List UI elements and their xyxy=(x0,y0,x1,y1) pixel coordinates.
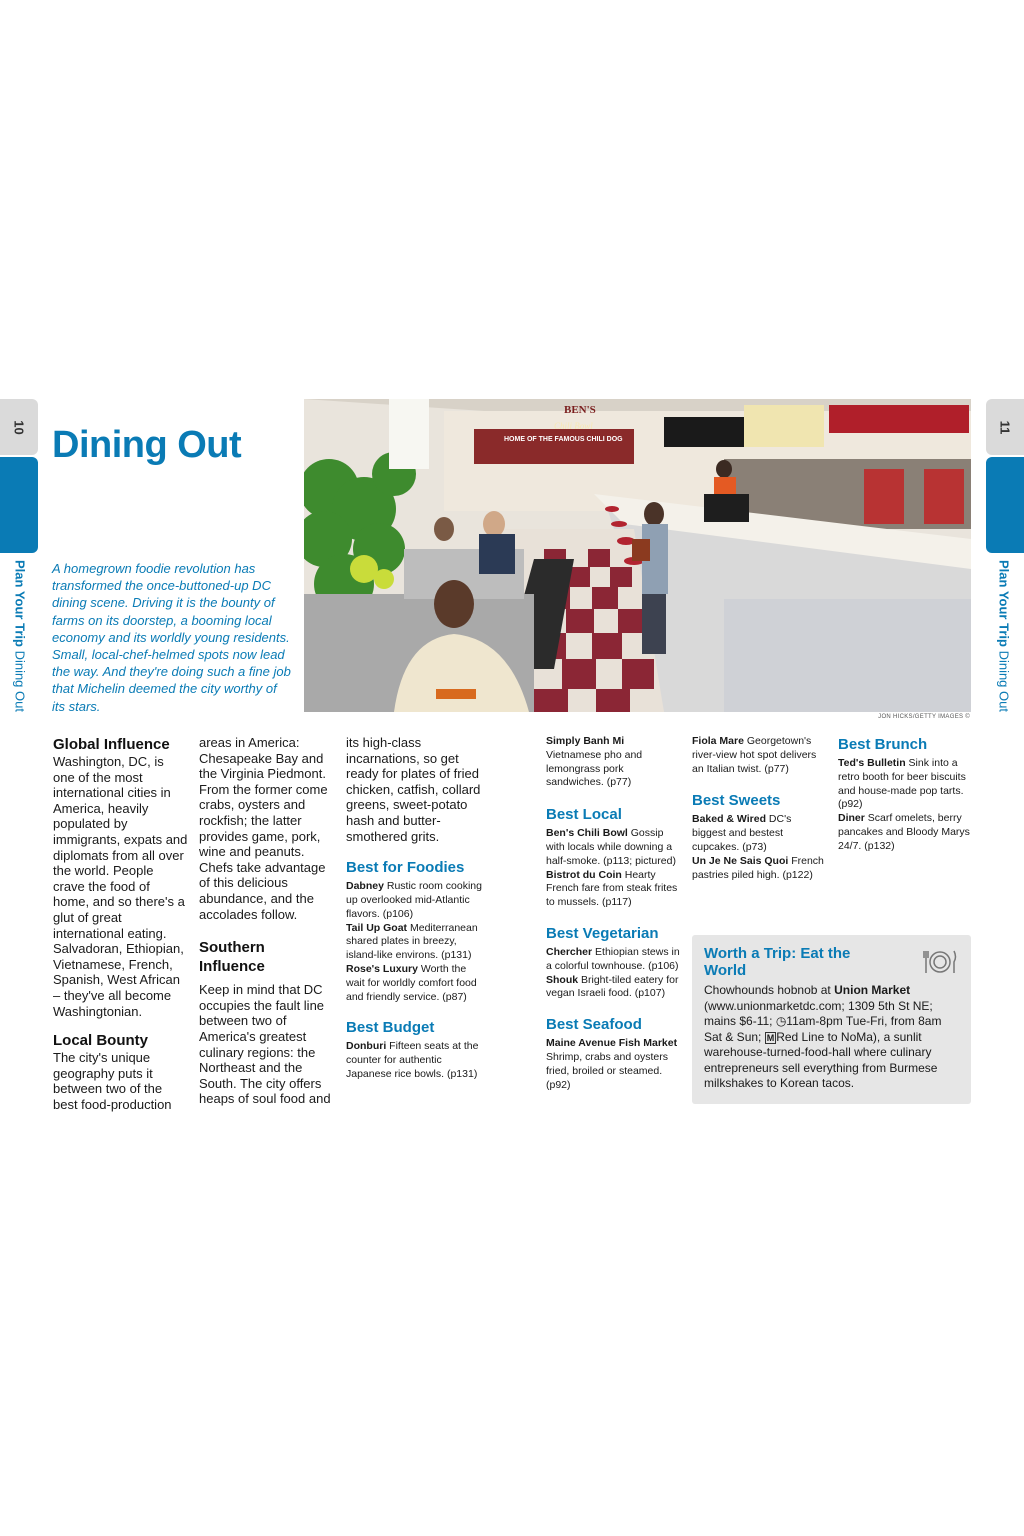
heading-southern-influence: Southern Influence xyxy=(199,939,265,976)
worth-a-trip-box xyxy=(692,935,971,1104)
heading-best-for-foodies: Best for Foodies xyxy=(346,859,465,877)
column-5 xyxy=(692,735,826,882)
photo-credit: JON HICKS/GETTY IMAGES © xyxy=(878,714,970,720)
page-number-left: 10 xyxy=(0,399,38,455)
intro-text: A homegrown foodie revolution has transformed the once-buttoned-up DC dining scene. Driving it is the bounty of farms on its doorstep, a booming local economy and its worldly young residents. Small, local-chef-helmed spots now lead the way. And they're doing such a fine job that Michelin deemed the city worthy of its stars. xyxy=(52,561,291,714)
column-1 xyxy=(53,735,188,1112)
list-item: Un Je Ne Sais Quoi French pastries piled high. (p122) xyxy=(692,854,824,881)
page-number-right: 11 xyxy=(986,399,1024,455)
list-item: Ben's Chili Bowl Gossip with locals while downing a half-smoke. (p113; pictured) xyxy=(546,827,676,867)
list-item: Fiola Mare Georgetown's river-view hot spot delivers an Italian twist. (p77) xyxy=(692,735,817,775)
side-label-left: Plan Your Trip Dining Out xyxy=(12,560,28,712)
heading-best-local: Best Local xyxy=(546,806,622,824)
metro-icon: M xyxy=(766,1032,775,1043)
list-item: Tail Up Goat Mediterranean shared plates in breezy, island-like environs. (p131) xyxy=(346,921,478,962)
list-item: Bistrot du Coin Hearty French fare from steak frites to mussels. (p117) xyxy=(546,868,678,909)
sign-chili-bowl: Chili Bowl xyxy=(554,421,593,431)
heading-best-budget: Best Budget xyxy=(346,1019,435,1037)
column-2-text-1: areas in America: Chesapeake Bay and the Virginia Piedmont. From the former come crabs, oysters and rockfish; the latter provides game, pork, wine and peanuts. Chefs take advantage of this delicious abundance, and the accolades follow. xyxy=(199,735,328,922)
column-3-text: its high-class incarnations, so get ready for plates of fried chicken, catfish, collard greens, sweet-potato hash and butter-smothered grits. xyxy=(346,735,481,844)
clock-icon: ◷ xyxy=(775,1014,787,1028)
list-item: Ted's Bulletin Sink into a retro booth for beer biscuits and house-made pop tarts. (p92) xyxy=(838,757,966,811)
page-title: Dining Out xyxy=(52,424,242,466)
list-item: Baked & Wired DC's biggest and bestest cupcakes. (p73) xyxy=(692,813,792,853)
left-tab-accent xyxy=(0,457,38,553)
heading-global-influence: Global Influence xyxy=(53,736,170,753)
heading-best-seafood: Best Seafood xyxy=(546,1016,642,1034)
column-6 xyxy=(838,735,972,854)
local-bounty-text: The city's unique geography puts it between two of the best food-production xyxy=(53,1050,172,1112)
list-item: Donburi Fifteen seats at the counter for authentic Japanese rice bowls. (p131) xyxy=(346,1040,479,1080)
heading-best-sweets: Best Sweets xyxy=(692,792,781,810)
heading-best-brunch: Best Brunch xyxy=(838,736,928,753)
heading-best-vegetarian: Best Vegetarian xyxy=(546,924,659,942)
column-2-text-2: Keep in mind that DC occupies the fault line between two of America's greatest culinary regions: the Northeast and the South. The city offers heaps of soul food and xyxy=(199,982,331,1107)
plate-cutlery-icon xyxy=(923,949,957,975)
worth-a-trip-title: Worth a Trip: Eat the World xyxy=(704,945,851,979)
list-item: Shouk Bright-tiled eatery for vegan Israeli food. (p107) xyxy=(546,973,679,1000)
list-item: Diner Scarf omelets, berry pancakes and Bloody Marys 24/7. (p132) xyxy=(838,812,970,852)
list-item: Simply Banh Mi Vietnamese pho and lemongrass pork sandwiches. (p77) xyxy=(546,735,643,789)
sign-home: HOME OF THE FAMOUS CHILI DOG xyxy=(504,436,623,443)
global-influence-text: Washington, DC, is one of the most international cities in America, heavily populated by immigrants, expats and diplomats from all over the world. People crave the food of home, and so there's a glut of great international eating. Salvadoran, Ethiopian, Vietnamese, French, Spanish, West African – they've all become Washingtonian. xyxy=(53,754,188,1019)
column-3 xyxy=(346,735,484,1082)
list-item: Dabney Rustic room cooking up overlooked mid-Atlantic flavors. (p106) xyxy=(346,880,482,920)
diner-photo xyxy=(304,399,971,712)
heading-local-bounty: Local Bounty xyxy=(53,1032,149,1050)
list-item: Rose's Luxury Worth the wait for worldly comfort food and friendly service. (p87) xyxy=(346,962,477,1003)
sign-bens: BEN'S xyxy=(564,404,596,416)
column-4 xyxy=(546,735,680,1092)
list-item: Chercher Ethiopian stews in a colorful townhouse. (p106) xyxy=(546,945,680,972)
worth-a-trip-text: Chowhounds hobnob at Union Market (www.unionmarketdc.com; 1309 5th St NE; mains $6-11; ◷11am-8pm Tue-Fri, from 8am Sat & Sun; M Red Line to NoMa), a sunlit warehouse-turned-food-hall where culinary entrepreneurs sell everything from Burmese milkshakes to Korean tacos. xyxy=(704,983,942,1090)
side-label-right: Plan Your Trip Dining Out xyxy=(996,560,1012,712)
list-item: Maine Avenue Fish Market Shrimp, crabs and oysters fried, broiled or steamed. (p92) xyxy=(546,1037,678,1091)
right-tab-accent xyxy=(986,457,1024,553)
column-2 xyxy=(199,735,334,1107)
